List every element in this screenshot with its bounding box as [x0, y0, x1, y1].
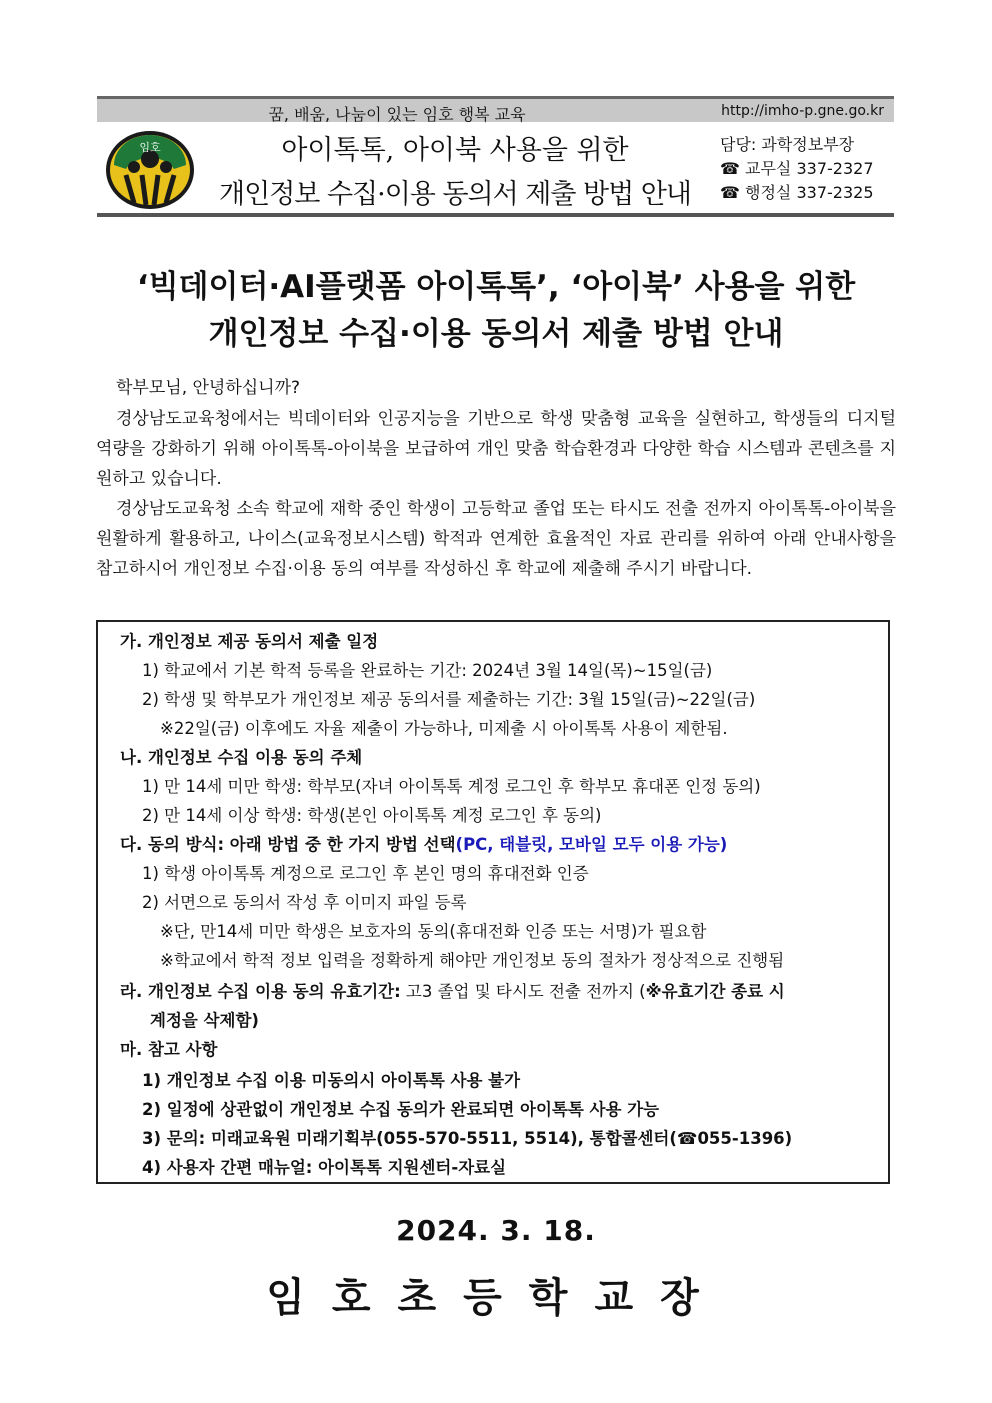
main-title-line1: ‘빅데이터·AI플랫폼 아이톡톡’, ‘아이북’ 사용을 위한 — [136, 269, 856, 305]
section-ra-bold: ※유효기간 종료 시 — [645, 982, 785, 1001]
logo-text: 임호 — [139, 141, 161, 154]
section-ga-heading: 가. 개인정보 제공 동의서 제출 일정 — [120, 632, 379, 651]
school-url[interactable]: http://imho-p.gne.go.kr — [721, 103, 884, 119]
section-ga-item2: 2) 학생 및 학부모가 개인정보 제공 동의서를 제출하는 기간: 3월 15일(금)~22일(금) — [142, 690, 756, 709]
paragraph-intro: 경상남도교육청에서는 빅데이터와 인공지능을 기반으로 학생 맞춤형 교육을 실현하고, 학생들의 디지털 역량을 강화하기 위해 아이톡톡-아이북을 보급하여 개인 맞춤 학습환경과 다양한 학습 시스템과 콘텐츠를 지원하고 있습니다. — [96, 409, 896, 489]
section-da-note2: ※학교에서 학적 정보 입력을 정확하게 해야만 개인정보 동의 절차가 정상적으로 진행됨 — [160, 951, 785, 970]
header-title-line1: 아이톡톡, 아이북 사용을 위한 — [281, 135, 629, 166]
section-ma-item3: 3) 문의: 미래교육원 미래기획부(055-570-5511, 5514), 통합콜센터(☎055-1396) — [142, 1129, 793, 1148]
document-date: 2024. 3. 18. — [396, 1214, 596, 1247]
school-slogan: 꿈, 배움, 나눔이 있는 임호 행복 교육 — [268, 105, 526, 124]
section-ra-continuation: 계정을 삭제함) — [150, 1011, 259, 1030]
section-ma-item2: 2) 일정에 상관없이 개인정보 수집 동의가 완료되면 아이톡톡 사용 가능 — [142, 1100, 660, 1119]
section-da-item1: 1) 학생 아이톡톡 계정으로 로그인 후 본인 명의 휴대전화 인증 — [142, 864, 589, 883]
school-logo-icon — [104, 129, 196, 211]
section-ma-heading: 마. 참고 사항 — [120, 1040, 218, 1059]
header-banner — [97, 96, 894, 122]
section-na-item1: 1) 만 14세 미만 학생: 학부모(자녀 아이톡톡 계정 로그인 후 학부모 휴대폰 인정 동의) — [142, 777, 761, 796]
section-da-item2: 2) 서면으로 동의서 작성 후 이미지 파일 등록 — [142, 893, 467, 912]
contact-office-phone: ☎ 교무실 337-2327 — [720, 159, 874, 178]
section-ga-item1: 1) 학교에서 기본 학적 등록을 완료하는 기간: 2024년 3월 14일(목)~15일(금) — [142, 661, 713, 680]
section-na-item2: 2) 만 14세 이상 학생: 학생(본인 아이톡톡 계정 로그인 후 동의) — [142, 806, 602, 825]
contact-admin-phone: ☎ 행정실 337-2325 — [720, 183, 874, 202]
section-ra-heading-text: 라. 개인정보 수집 이용 동의 유효기간: — [120, 982, 401, 1001]
header-divider — [97, 213, 894, 217]
paragraph-request: 경상남도교육청 소속 학교에 재학 중인 학생이 고등학교 졸업 또는 타시도 전출 전까지 아이톡톡-아이북을 원활하게 활용하고, 나이스(교육정보시스템) 학적과 연계한 효율적인 자료 관리를 위하여 아래 안내사항을 참고하시어 개인정보 수집·이용 동의 여부를 작성하신 후 학교에 제출해 주시기 바랍니다. — [96, 499, 896, 579]
section-ma-item1: 1) 개인정보 수집 이용 미동의시 아이톡톡 사용 불가 — [142, 1071, 521, 1090]
contact-dept: 담당: 과학정보부장 — [720, 135, 855, 154]
section-ra-heading — [120, 978, 785, 1002]
main-title-line2: 개인정보 수집·이용 동의서 제출 방법 안내 — [208, 316, 784, 352]
info-box — [96, 620, 890, 1184]
section-da-heading-text: 다. 동의 방식: 아래 방법 중 한 가지 방법 선택 — [120, 835, 456, 854]
section-da-heading — [120, 831, 727, 855]
section-ga-note: ※22일(금) 이후에도 자율 제출이 가능하나, 미제출 시 아이톡톡 사용이 제한됨. — [160, 719, 728, 738]
section-da-devices: (PC, 태블릿, 모바일 모두 이용 가능) — [455, 835, 728, 854]
section-da-note1: ※단, 만14세 미만 학생은 보호자의 동의(휴대전화 인증 또는 서명)가 필요함 — [160, 922, 707, 941]
contact-info — [720, 133, 874, 205]
section-na-heading: 나. 개인정보 수집 이용 동의 주체 — [120, 748, 363, 767]
school-principal: 임호초등학교장 — [266, 1275, 726, 1321]
greeting: 학부모님, 안녕하십니까? — [116, 378, 301, 398]
section-ra-text: 고3 졸업 및 타시도 전출 전까지 ( — [400, 982, 646, 1001]
header-title-line2: 개인정보 수집·이용 동의서 제출 방법 안내 — [219, 179, 691, 210]
section-ma-item4: 4) 사용자 간편 매뉴얼: 아이톡톡 지원센터-자료실 — [142, 1158, 507, 1177]
